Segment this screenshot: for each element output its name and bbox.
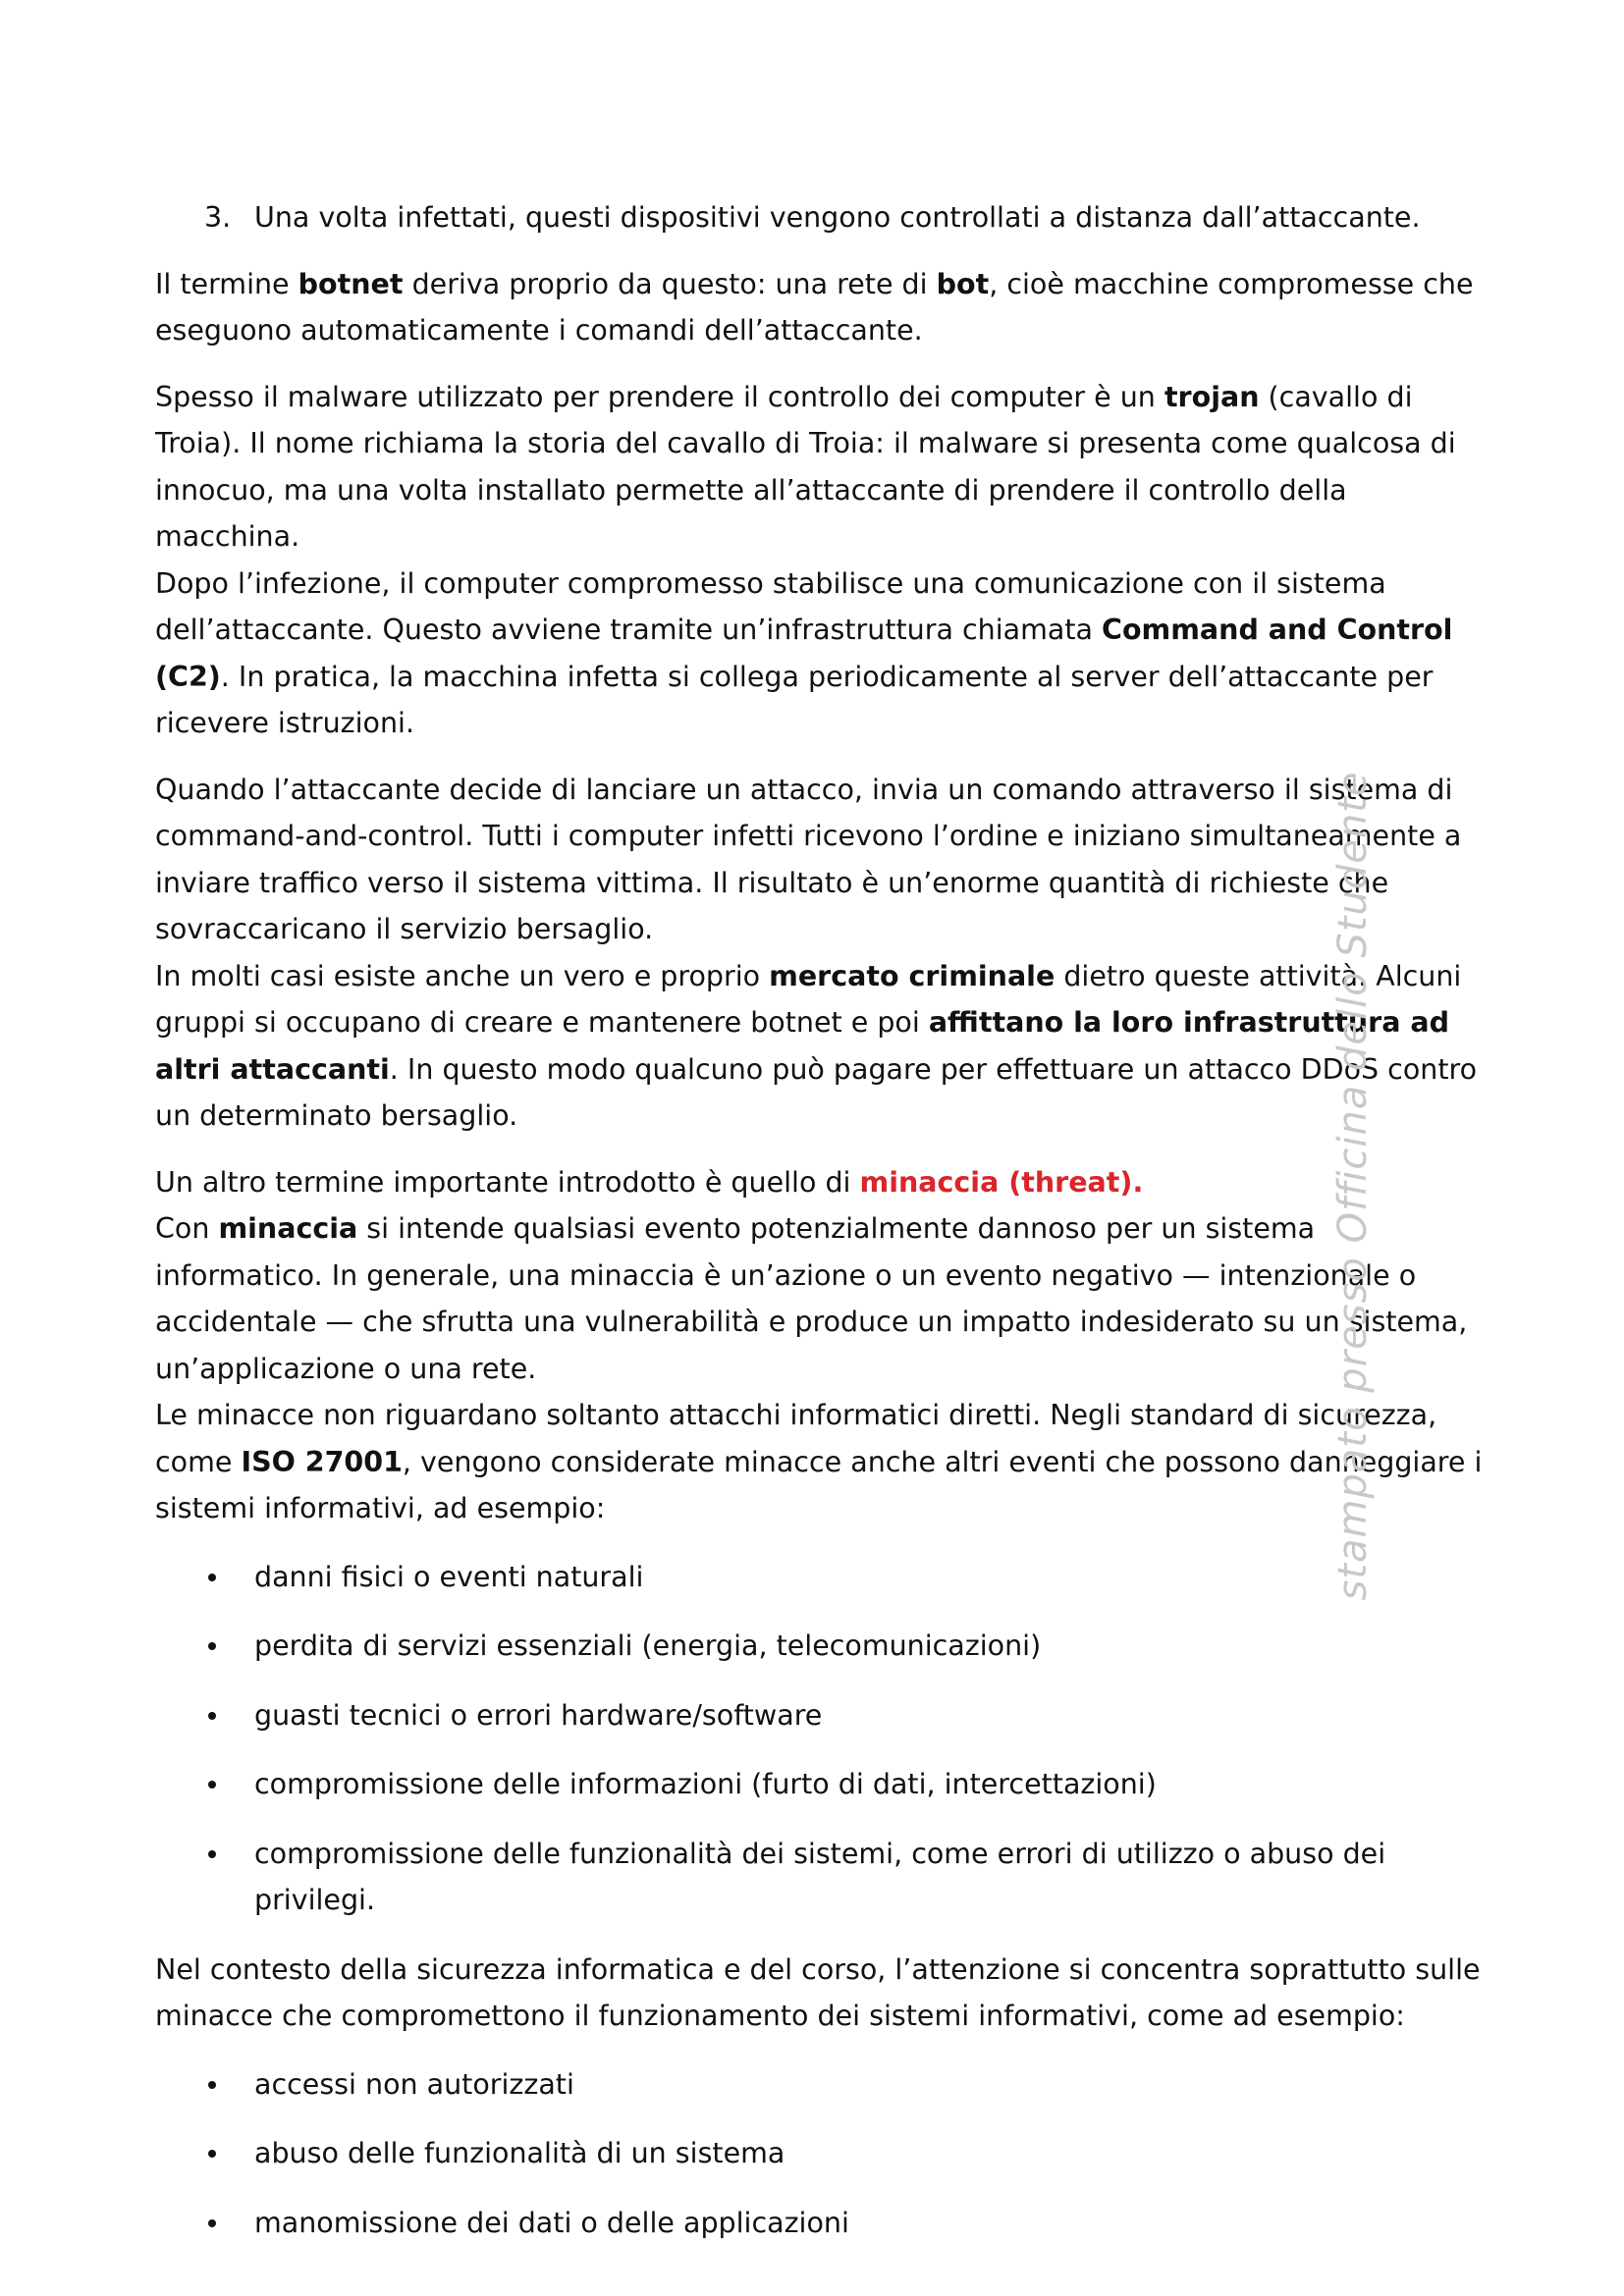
text-run: Con	[155, 1212, 219, 1245]
bullet-list-threat-types	[155, 1554, 1490, 1924]
paragraph-trojan	[155, 374, 1490, 561]
list-item-text: danni fisici o eventi naturali	[254, 1560, 644, 1593]
list-item-text: accessi non autorizzati	[254, 2067, 574, 2101]
bullet-icon	[208, 1574, 216, 1581]
list-item	[155, 1623, 1490, 1670]
text-run: si intende qualsiasi evento potenzialmente dannoso per un sistema informatico. In generale, una minaccia è un’azione o un evento negativo — intenzionale o accidentale — che sfrutta una vulnerabilità e produce un impatto indesiderato su un sistema, un’applicazione o una rete.	[155, 1212, 1468, 1385]
list-item-text: abuso delle funzionalità di un sistema	[254, 2137, 785, 2169]
list-item	[155, 1761, 1490, 1808]
bullet-icon	[208, 2081, 216, 2089]
list-item-text: guasti tecnici o errori hardware/software	[254, 1698, 823, 1732]
text-run: , vengono considerate minacce anche altri eventi che possono danneggiare i sistemi informativi, ad esempio:	[155, 1445, 1483, 1524]
text-run: deriva proprio da questo: una rete di	[403, 267, 937, 300]
bullet-icon	[208, 2219, 216, 2227]
text-run: dietro queste attività. Alcuni gruppi si occupano di creare e mantenere botnet e poi	[155, 959, 1462, 1039]
bold-term-minaccia: minaccia	[218, 1212, 358, 1245]
text-run: .	[1132, 1165, 1144, 1199]
bullet-list-attack-examples	[155, 2061, 1490, 2247]
paragraph-attack: Quando l’attaccante decide di lanciare un attacco, invia un comando attraverso il sistema di command-and-control. Tutti i computer infetti ricevono l’ordine e iniziano simultaneamente a inviare traffico verso il sistema vittima. Il risultato è un’enorme quantità di richieste che sovraccaricano il servizio bersaglio.	[155, 773, 1462, 945]
list-item-text: Una volta infettati, questi dispositivi vengono controllati a distanza dall’attaccante.	[254, 201, 1421, 234]
bold-term-criminal-market: mercato criminale	[769, 959, 1056, 992]
list-item	[155, 1554, 1490, 1601]
text-run: Il termine	[155, 267, 298, 300]
bullet-icon	[208, 2150, 216, 2158]
document-body	[155, 194, 1490, 2269]
print-shop-watermark: stampato presso Officina dello Studente	[1330, 771, 1376, 1601]
bullet-icon	[208, 1712, 216, 1720]
bold-term-botnet: botnet	[298, 267, 404, 300]
bullet-icon	[208, 1850, 216, 1858]
list-item	[155, 2200, 1490, 2247]
bold-term-rent-infrastructure: affittano la loro infrastruttura ad altri attaccanti	[155, 1006, 1450, 1086]
text-run: Dopo l’infezione, il computer compromesso stabilisce una comunicazione con il sistema dell’attaccante. Questo avviene tramite un’infrastruttura chiamata	[155, 566, 1386, 646]
list-item	[155, 2061, 1490, 2109]
text-run: Spesso il malware utilizzato per prendere il controllo dei computer è un	[155, 380, 1164, 413]
text-run: , cioè macchine compromesse che eseguono automaticamente i comandi dell’attaccante.	[155, 267, 1474, 347]
paragraph-threat-intro	[155, 1159, 1490, 1206]
list-item	[155, 1692, 1490, 1739]
text-run: Le minacce non riguardano soltanto attacchi informatici diretti. Negli standard di sicurezza, come	[155, 1399, 1437, 1478]
paragraph-botnet	[155, 261, 1490, 354]
bold-term-c2: Command and Control (C2)	[155, 614, 1453, 693]
text-run: . In questo modo qualcuno può pagare per effettuare un attacco DDoS contro un determinato bersaglio.	[155, 1052, 1478, 1132]
paragraph-iso	[155, 1392, 1490, 1532]
paragraph-c2	[155, 561, 1490, 747]
list-item-text: compromissione delle informazioni (furto di dati, intercettazioni)	[254, 1768, 1157, 1800]
paragraph-context: Nel contesto della sicurezza informatica e del corso, l’attenzione si concentra soprattutto sulle minacce che compromettono il funzionamento dei sistemi informativi, come ad esempio:	[155, 1952, 1481, 2032]
bullet-icon	[208, 1781, 216, 1789]
bold-term-trojan: trojan	[1164, 380, 1260, 413]
bullet-icon	[208, 1642, 216, 1650]
paragraph-criminal-market	[155, 953, 1490, 1140]
highlighted-term-threat: minaccia (threat)	[859, 1165, 1133, 1199]
text-run: (cavallo di Troia). Il nome richiama la storia del cavallo di Troia: il malware si presenta come qualcosa di innocuo, ma una volta installato permette all’attaccante di prendere il controllo della macchina.	[155, 380, 1456, 553]
list-item-text: manomissione dei dati o delle applicazioni	[254, 2206, 849, 2239]
text-run: In molti casi esiste anche un vero e proprio	[155, 959, 770, 992]
numbered-list-item	[155, 194, 1490, 241]
list-item-number: 3.	[204, 201, 232, 234]
list-item	[155, 2130, 1490, 2177]
text-run: . In pratica, la macchina infetta si collega periodicamente al server dell’attaccante per ricevere istruzioni.	[155, 660, 1434, 739]
paragraph-threat-definition	[155, 1205, 1490, 1392]
bold-term-iso-27001: ISO 27001	[241, 1445, 403, 1478]
list-item-text: perdita di servizi essenziali (energia, telecomunicazioni)	[254, 1629, 1042, 1662]
bold-term-bot: bot	[936, 267, 990, 300]
list-item	[155, 1831, 1490, 1924]
text-run: Un altro termine importante introdotto è quello di	[155, 1165, 860, 1199]
list-item-text: compromissione delle funzionalità dei sistemi, come errori di utilizzo o abuso dei privilegi.	[254, 1837, 1386, 1916]
